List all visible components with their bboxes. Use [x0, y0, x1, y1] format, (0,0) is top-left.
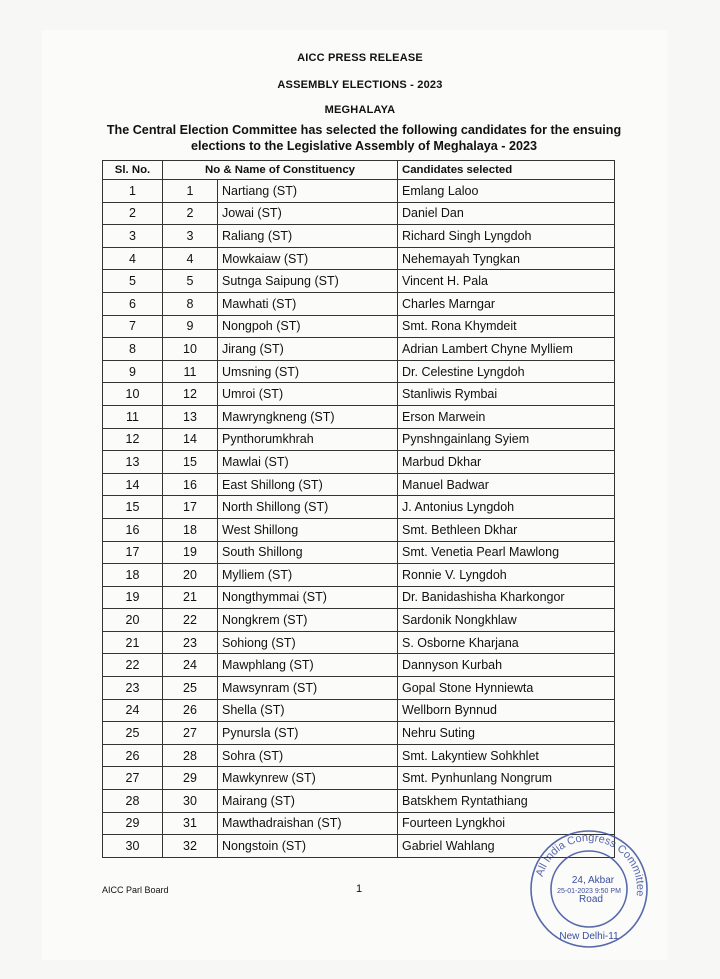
candidates-table — [102, 160, 615, 858]
constituency-number-cell: 21 — [163, 586, 218, 609]
constituency-name-cell: Mawkynrew (ST) — [218, 767, 398, 790]
table-row — [103, 428, 615, 451]
press-release-heading: AICC PRESS RELEASE — [297, 52, 423, 64]
sl-no-cell: 4 — [103, 247, 163, 270]
constituency-number-cell: 27 — [163, 722, 218, 745]
table-row — [103, 722, 615, 745]
constituency-number-cell: 10 — [163, 338, 218, 361]
sl-no-cell: 12 — [103, 428, 163, 451]
sl-no-cell: 21 — [103, 631, 163, 654]
stamp-address-2: Road — [579, 894, 603, 905]
constituency-number-cell: 18 — [163, 518, 218, 541]
candidate-name-cell: Fourteen Lyngkhoi — [398, 812, 615, 835]
constituency-number-cell: 12 — [163, 383, 218, 406]
constituency-name-cell: Mawryngkneng (ST) — [218, 405, 398, 428]
constituency-number-cell: 1 — [163, 180, 218, 203]
table-row — [103, 631, 615, 654]
sl-no-cell: 26 — [103, 744, 163, 767]
constituency-number-cell: 30 — [163, 790, 218, 813]
sl-no-cell: 7 — [103, 315, 163, 338]
candidate-name-cell: J. Antonius Lyngdoh — [398, 496, 615, 519]
constituency-number-cell: 31 — [163, 812, 218, 835]
constituency-number-cell: 32 — [163, 835, 218, 858]
elections-heading: ASSEMBLY ELECTIONS - 2023 — [277, 79, 443, 91]
sl-no-cell: 14 — [103, 473, 163, 496]
sl-no-cell: 17 — [103, 541, 163, 564]
table-row — [103, 586, 615, 609]
table-row — [103, 541, 615, 564]
candidate-name-cell: Smt. Lakyntiew Sohkhlet — [398, 744, 615, 767]
candidate-name-cell: Wellborn Bynnud — [398, 699, 615, 722]
constituency-name-cell: Sohiong (ST) — [218, 631, 398, 654]
candidate-name-cell: Stanliwis Rymbai — [398, 383, 615, 406]
constituency-name-cell: Mawthadraishan (ST) — [218, 812, 398, 835]
table-row — [103, 677, 615, 700]
table-row — [103, 699, 615, 722]
candidate-name-cell: Pynshngainlang Syiem — [398, 428, 615, 451]
sl-no-cell: 1 — [103, 180, 163, 203]
sl-no-cell: 29 — [103, 812, 163, 835]
candidate-name-cell: Batskhem Ryntathiang — [398, 790, 615, 813]
constituency-name-cell: East Shillong (ST) — [218, 473, 398, 496]
sl-no-cell: 22 — [103, 654, 163, 677]
candidate-name-cell: S. Osborne Kharjana — [398, 631, 615, 654]
constituency-name-cell: Nongpoh (ST) — [218, 315, 398, 338]
constituency-number-cell: 14 — [163, 428, 218, 451]
constituency-name-cell: Umroi (ST) — [218, 383, 398, 406]
candidate-name-cell: Smt. Venetia Pearl Mawlong — [398, 541, 615, 564]
candidate-name-cell: Emlang Laloo — [398, 180, 615, 203]
constituency-name-cell: Mairang (ST) — [218, 790, 398, 813]
table-row — [103, 405, 615, 428]
constituency-name-cell: Umsning (ST) — [218, 360, 398, 383]
constituency-number-cell: 23 — [163, 631, 218, 654]
candidate-name-cell: Gabriel Wahlang — [398, 835, 615, 858]
constituency-number-cell: 16 — [163, 473, 218, 496]
candidate-name-cell: Nehemayah Tyngkan — [398, 247, 615, 270]
candidate-name-cell: Adrian Lambert Chyne Mylliem — [398, 338, 615, 361]
constituency-name-cell: Pynursla (ST) — [218, 722, 398, 745]
constituency-name-cell: Mawlai (ST) — [218, 451, 398, 474]
constituency-name-cell: Sohra (ST) — [218, 744, 398, 767]
constituency-name-cell: Mawsynram (ST) — [218, 677, 398, 700]
sl-no-cell: 19 — [103, 586, 163, 609]
constituency-number-cell: 22 — [163, 609, 218, 632]
page-number: 1 — [356, 883, 363, 895]
table-row — [103, 518, 615, 541]
constituency-name-cell: Nongkrem (ST) — [218, 609, 398, 632]
sl-no-cell: 8 — [103, 338, 163, 361]
table-row — [103, 496, 615, 519]
candidate-header: Candidates selected — [398, 161, 615, 180]
footer-board-name: AICC Parl Board — [102, 885, 169, 895]
sl-no-cell: 24 — [103, 699, 163, 722]
candidate-name-cell: Charles Marngar — [398, 292, 615, 315]
table-row — [103, 225, 615, 248]
constituency-number-cell: 11 — [163, 360, 218, 383]
constituency-number-cell: 29 — [163, 767, 218, 790]
candidate-name-cell: Erson Marwein — [398, 405, 615, 428]
table-row — [103, 383, 615, 406]
sl-no-cell: 18 — [103, 564, 163, 587]
table-header-row — [103, 161, 615, 180]
sl-no-cell: 13 — [103, 451, 163, 474]
sl-no-cell: 30 — [103, 835, 163, 858]
candidate-name-cell: Marbud Dkhar — [398, 451, 615, 474]
constituency-name-cell: Pynthorumkhrah — [218, 428, 398, 451]
candidate-name-cell: Sardonik Nongkhlaw — [398, 609, 615, 632]
table-row — [103, 744, 615, 767]
candidate-name-cell: Daniel Dan — [398, 202, 615, 225]
aicc-seal-stamp — [527, 827, 651, 951]
sl-no-cell: 11 — [103, 405, 163, 428]
constituency-number-cell: 3 — [163, 225, 218, 248]
constituency-number-cell: 2 — [163, 202, 218, 225]
candidate-name-cell: Richard Singh Lyngdoh — [398, 225, 615, 248]
sl-no-cell: 15 — [103, 496, 163, 519]
candidate-name-cell: Smt. Bethleen Dkhar — [398, 518, 615, 541]
table-body — [103, 180, 615, 858]
constituency-number-cell: 24 — [163, 654, 218, 677]
constituency-number-cell: 17 — [163, 496, 218, 519]
table-row — [103, 473, 615, 496]
constituency-header: No & Name of Constituency — [163, 161, 398, 180]
constituency-name-cell: Sutnga Saipung (ST) — [218, 270, 398, 293]
constituency-name-cell: Raliang (ST) — [218, 225, 398, 248]
candidate-name-cell: Dannyson Kurbah — [398, 654, 615, 677]
constituency-name-cell: Nongthymmai (ST) — [218, 586, 398, 609]
constituency-number-cell: 13 — [163, 405, 218, 428]
sl-no-cell: 6 — [103, 292, 163, 315]
sl-no-cell: 23 — [103, 677, 163, 700]
constituency-number-cell: 4 — [163, 247, 218, 270]
constituency-name-cell: Mowkaiaw (ST) — [218, 247, 398, 270]
constituency-number-cell: 25 — [163, 677, 218, 700]
constituency-number-cell: 19 — [163, 541, 218, 564]
table-row — [103, 292, 615, 315]
stamp-outer-text: All India Congress Committee — [533, 831, 647, 897]
constituency-number-cell: 9 — [163, 315, 218, 338]
candidate-name-cell: Smt. Pynhunlang Nongrum — [398, 767, 615, 790]
candidate-name-cell: Nehru Suting — [398, 722, 615, 745]
table-row — [103, 247, 615, 270]
constituency-name-cell: Mawhati (ST) — [218, 292, 398, 315]
constituency-name-cell: Nartiang (ST) — [218, 180, 398, 203]
constituency-number-cell: 28 — [163, 744, 218, 767]
candidate-name-cell: Dr. Celestine Lyngdoh — [398, 360, 615, 383]
constituency-name-cell: West Shillong — [218, 518, 398, 541]
sl-no-cell: 2 — [103, 202, 163, 225]
sl-no-cell: 28 — [103, 790, 163, 813]
table-row — [103, 180, 615, 203]
candidate-name-cell: Vincent H. Pala — [398, 270, 615, 293]
candidate-name-cell: Gopal Stone Hynniewta — [398, 677, 615, 700]
table-row — [103, 790, 615, 813]
stamp-address-1: 24, Akbar — [571, 875, 615, 886]
constituency-name-cell: North Shillong (ST) — [218, 496, 398, 519]
constituency-name-cell: South Shillong — [218, 541, 398, 564]
table-row — [103, 360, 615, 383]
constituency-number-cell: 8 — [163, 292, 218, 315]
constituency-number-cell: 20 — [163, 564, 218, 587]
sl-no-cell: 3 — [103, 225, 163, 248]
sl-no-cell: 16 — [103, 518, 163, 541]
state-heading: MEGHALAYA — [324, 104, 396, 116]
constituency-number-cell: 26 — [163, 699, 218, 722]
table-row — [103, 451, 615, 474]
constituency-number-cell: 15 — [163, 451, 218, 474]
candidate-name-cell: Dr. Banidashisha Kharkongor — [398, 586, 615, 609]
sl-no-cell: 10 — [103, 383, 163, 406]
candidate-name-cell: Ronnie V. Lyngdoh — [398, 564, 615, 587]
table-row — [103, 609, 615, 632]
intro-paragraph: The Central Election Committee has selected the following candidates for the ensuing elections to the Legislative Assembly of Meghalaya - 2023 — [106, 123, 622, 153]
sl-no-header: Sl. No. — [103, 161, 163, 180]
sl-no-cell: 9 — [103, 360, 163, 383]
table-row — [103, 564, 615, 587]
table-row — [103, 338, 615, 361]
stamp-datetime: 25-01-2023 9:50 PM — [557, 888, 621, 895]
constituency-number-cell: 5 — [163, 270, 218, 293]
stamp-city: New Delhi-11 — [559, 931, 619, 942]
constituency-name-cell: Nongstoin (ST) — [218, 835, 398, 858]
table-row — [103, 270, 615, 293]
sl-no-cell: 5 — [103, 270, 163, 293]
constituency-name-cell: Shella (ST) — [218, 699, 398, 722]
constituency-name-cell: Mawphlang (ST) — [218, 654, 398, 677]
sl-no-cell: 25 — [103, 722, 163, 745]
table-row — [103, 654, 615, 677]
table-row — [103, 315, 615, 338]
constituency-name-cell: Jirang (ST) — [218, 338, 398, 361]
constituency-name-cell: Mylliem (ST) — [218, 564, 398, 587]
table-row — [103, 767, 615, 790]
candidate-name-cell: Smt. Rona Khymdeit — [398, 315, 615, 338]
sl-no-cell: 20 — [103, 609, 163, 632]
constituency-name-cell: Jowai (ST) — [218, 202, 398, 225]
table-row — [103, 202, 615, 225]
candidate-name-cell: Manuel Badwar — [398, 473, 615, 496]
sl-no-cell: 27 — [103, 767, 163, 790]
